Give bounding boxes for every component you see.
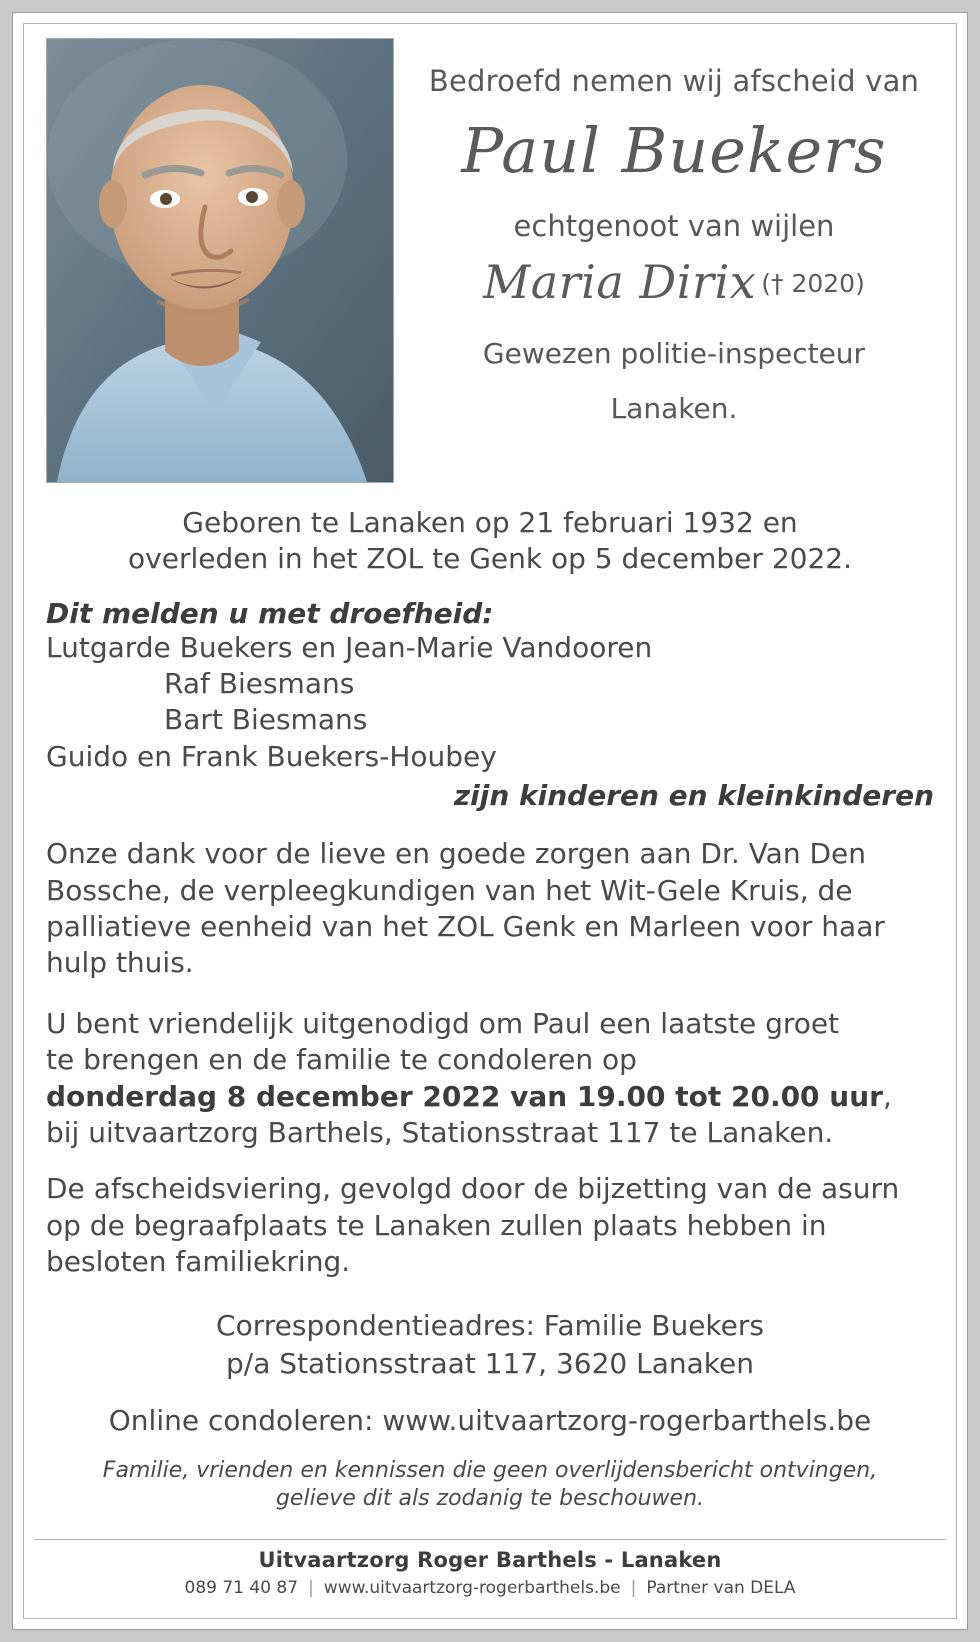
invitation-location: bij uitvaartzorg Barthels, Stationsstraat 117 te Lanaken.	[46, 1115, 834, 1149]
invitation-line-1: U bent vriendelijk uitgenodigd om Paul een laatste groet	[46, 1006, 840, 1040]
invitation-paragraph	[46, 1006, 934, 1152]
online-condolences[interactable]: Online condoleren: www.uitvaartzorg-rogerbarthels.be	[108, 1403, 872, 1437]
family-member: Raf Biesmans	[164, 667, 355, 701]
footer-website[interactable]: www.uitvaartzorg-rogerbarthels.be	[323, 1578, 621, 1598]
family-closing: zijn kinderen en kleinkinderen	[453, 779, 934, 813]
correspondence-address	[46, 1307, 934, 1384]
spouse-row	[414, 255, 934, 309]
header-section	[46, 38, 934, 483]
birth-death-block	[46, 505, 934, 577]
family-member: Guido en Frank Buekers-Houbey	[46, 739, 497, 773]
footer-company-name: Uitvaartzorg Roger Barthels - Lanaken	[258, 1548, 722, 1572]
place: Lanaken.	[610, 392, 738, 425]
footer	[34, 1539, 946, 1608]
memorial-card	[12, 12, 968, 1630]
footer-divider: |	[630, 1578, 637, 1598]
footer-contact-row	[34, 1578, 946, 1598]
spouse-intro: echtgenoot van wijlen	[513, 209, 835, 243]
correspondence-line-2: p/a Stationsstraat 117, 3620 Lanaken	[226, 1347, 754, 1381]
header-text-block	[394, 38, 934, 425]
birth-line-1: Geboren te Lanaken op 21 februari 1932 en	[182, 506, 798, 539]
footer-phone: 089 71 40 87	[184, 1578, 299, 1598]
announcement-title: Dit melden u met droefheid:	[46, 596, 494, 630]
portrait-photo	[46, 38, 394, 483]
profession: Gewezen politie-inspecteur	[482, 337, 866, 370]
footer-divider: |	[308, 1578, 314, 1598]
general-notice	[46, 1457, 934, 1514]
spouse-year: († 2020)	[761, 269, 865, 298]
correspondence-line-1: Correspondentieadres: Familie Buekers	[216, 1308, 764, 1342]
birth-line-2: overleden in het ZOL te Genk op 5 december 2022.	[128, 541, 852, 575]
notice-line-1: Familie, vrienden en kennissen die geen overlijdensbericht ontvingen,	[102, 1457, 878, 1483]
family-member: Bart Biesmans	[164, 703, 368, 737]
footer-partner: Partner van DELA	[646, 1578, 796, 1598]
deceased-name: Paul Buekers	[461, 114, 887, 187]
thanks-paragraph: Onze dank voor de lieve en goede zorgen aan Dr. Van Den Bossche, de verpleegkundigen van het Wit-Gele Kruis, de palliatieve eenheid van het ZOL Genk en Marleen voor haar hulp thuis.	[46, 837, 885, 980]
intro-line: Bedroefd nemen wij afscheid van	[428, 64, 920, 98]
ceremony-paragraph: De afscheidsviering, gevolgd door de bijzetting van de asurn op de begraafplaats te Lanaken zullen plaats hebben in besloten familiekring.	[46, 1172, 900, 1279]
invitation-datetime-row	[46, 1079, 934, 1115]
memorial-inner-frame	[23, 23, 957, 1619]
invitation-datetime: donderdag 8 december 2022 van 19.00 tot 20.00 uur	[46, 1079, 883, 1113]
spouse-name: Maria Dirix	[483, 255, 757, 309]
notice-line-2: gelieve dit als zodanig te beschouwen.	[275, 1486, 705, 1512]
invitation-comma: ,	[882, 1079, 892, 1113]
invitation-line-2: te brengen en de familie te condoleren op	[46, 1043, 637, 1077]
family-member: Lutgarde Buekers en Jean-Marie Vandooren	[46, 630, 653, 664]
